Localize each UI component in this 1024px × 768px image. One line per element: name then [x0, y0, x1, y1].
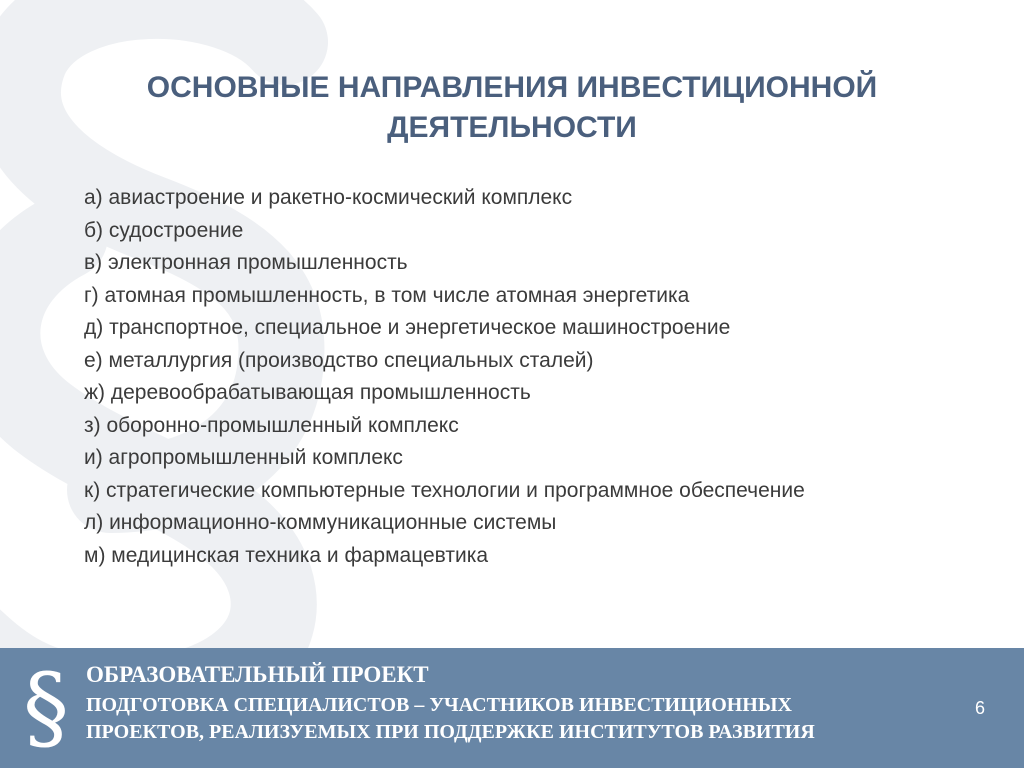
- footer-project-title: ОБРАЗОВАТЕЛЬНЫЙ ПРОЕКТ: [86, 662, 429, 687]
- direction-item-defense: з) оборонно-промышленный комплекс: [84, 413, 459, 437]
- slide-title-line: ДЕЯТЕЛЬНОСТИ: [387, 111, 637, 144]
- direction-item-machinery: д) транспортное, специальное и энергетическое машиностроение: [84, 316, 731, 339]
- direction-item-agro: и) агропромышленный комплекс: [84, 446, 403, 469]
- direction-item-aviation: а) авиастроение и ракетно-космический комплекс: [84, 186, 573, 209]
- direction-item-medical: м) медицинская техника и фармацевтика: [84, 543, 489, 567]
- footer-subtitle-line: ПРОЕКТОВ, РЕАЛИЗУЕМЫХ ПРИ ПОДДЕРЖКЕ ИНСТИТУТОВ РАЗВИТИЯ: [86, 721, 815, 743]
- direction-item-shipbuilding: б) судостроение: [84, 218, 244, 242]
- investment-directions-list: [84, 182, 944, 572]
- direction-item-nuclear: г) атомная промышленность, в том числе атомная энергетика: [84, 283, 690, 307]
- slide-title: [60, 68, 964, 148]
- page-number: 6: [974, 698, 985, 718]
- section-sign-icon: §: [23, 654, 69, 761]
- direction-item-ict: л) информационно-коммуникационные системы: [84, 511, 557, 534]
- project-footer: [0, 648, 1024, 768]
- footer-subtitle-line: ПОДГОТОВКА СПЕЦИАЛИСТОВ – УЧАСТНИКОВ ИНВЕСТИЦИОННЫХ: [86, 694, 792, 716]
- footer-text: [86, 660, 906, 746]
- direction-item-software: к) стратегические компьютерные технологии и программное обеспечение: [84, 478, 805, 502]
- direction-item-metallurgy: е) металлургия (производство специальных сталей): [84, 348, 594, 372]
- slide-title-line: ОСНОВНЫЕ НАПРАВЛЕНИЯ ИНВЕСТИЦИОННОЙ: [146, 71, 878, 104]
- direction-item-electronics: в) электронная промышленность: [84, 251, 408, 274]
- direction-item-woodworking: ж) деревообрабатывающая промышленность: [84, 381, 531, 404]
